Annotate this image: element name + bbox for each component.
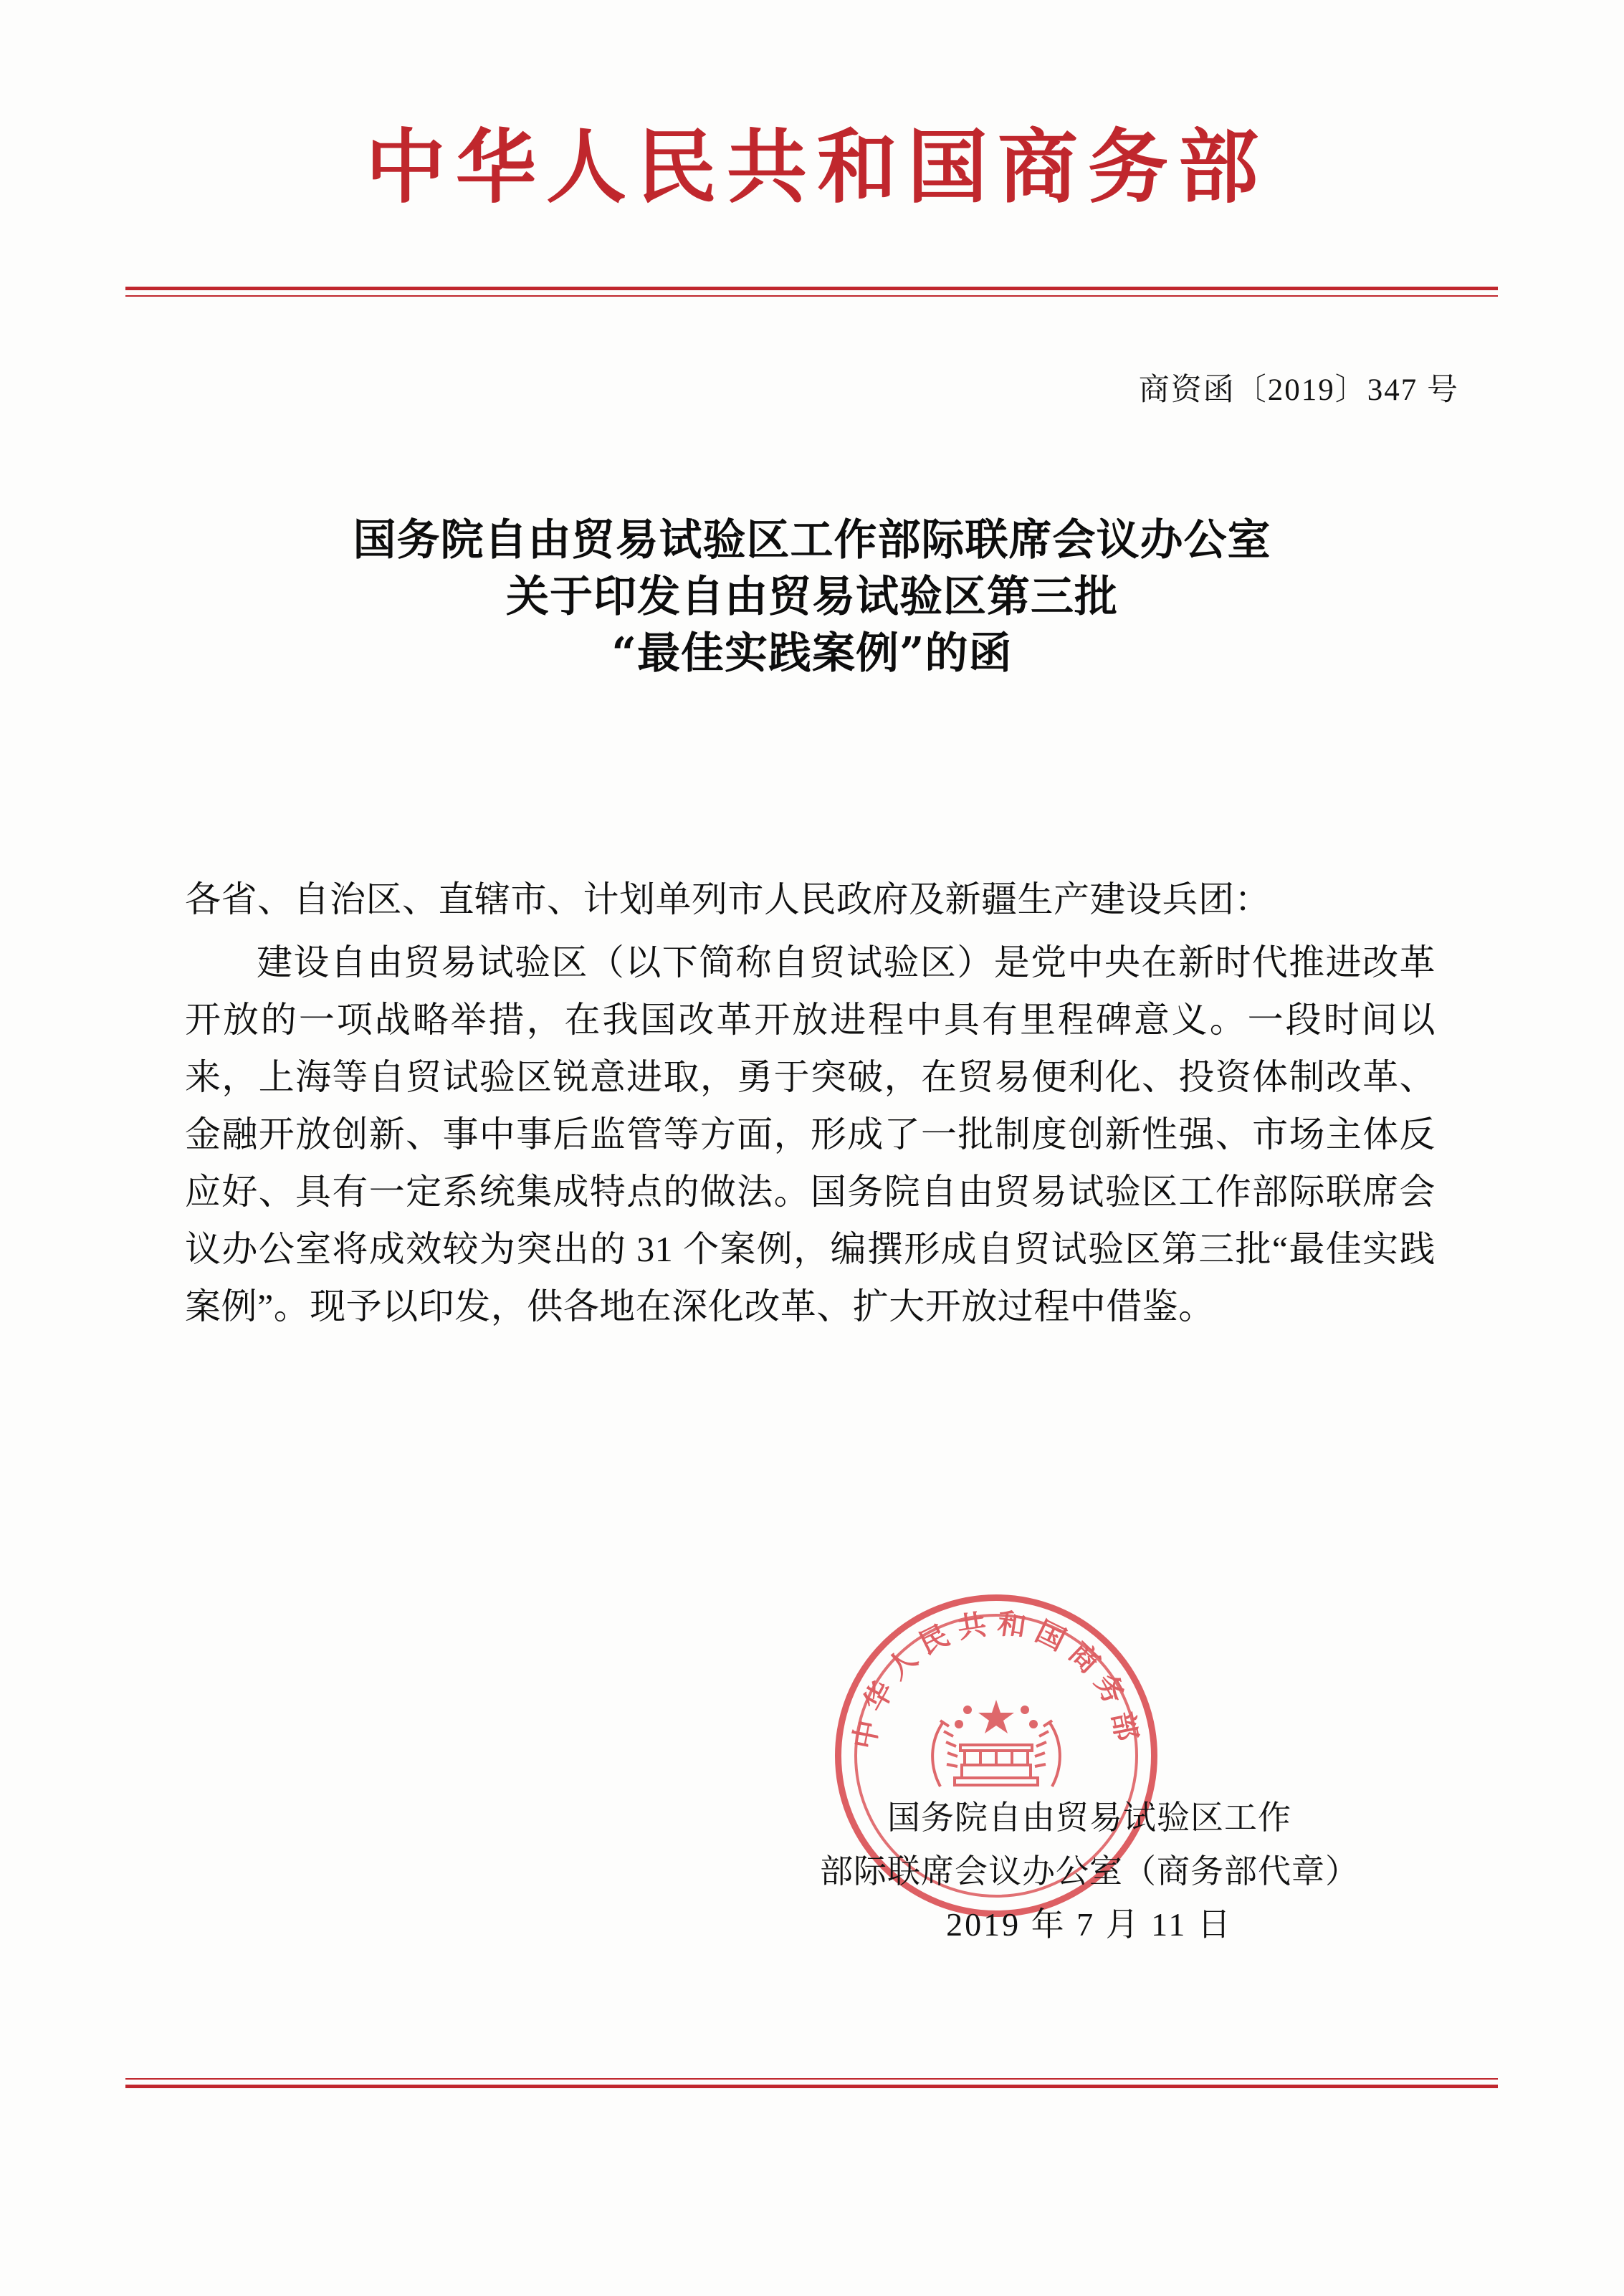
signature-line-2: 部际联席会议办公室（商务部代章）	[820, 1852, 1359, 1890]
footer-rule	[125, 2078, 1498, 2088]
page-title	[0, 512, 1624, 683]
title-line-3: “最佳实践案例”的函	[611, 628, 1013, 679]
header-rule	[125, 287, 1498, 297]
footer-rule-thick	[125, 2085, 1498, 2088]
svg-text:中华人民共和国商务部: 中华人民共和国商务部	[846, 1606, 1146, 1752]
header-rule-thick	[125, 287, 1498, 290]
signature-block	[731, 1792, 1448, 1952]
footer-rule-thin	[125, 2078, 1498, 2080]
document-number: 商资函〔2019〕347 号	[1138, 373, 1459, 407]
title-line-1: 国务院自由贸易试验区工作部际联席会议办公室	[353, 515, 1271, 565]
title-line-2: 关于印发自由贸易试验区第三批	[506, 572, 1118, 623]
body-paragraph-1: 建设自由贸易试验区（以下简称自贸试验区）是党中央在新时代推进改革开放的一项战略举措，在我国改革开放进程中具有里程碑意义。一段时间以来，上海等自贸试验区锐意进取，勇于突破，在贸易便利化、投资体制改革、金融开放创新、事中事后监管等方面，形成了一批制度创新性强、市场主体反应好、具有一定系统集成特点的做法。国务院自由贸易试验区工作部际联席会议办公室将成效较为突出的 31 个案例，编撰形成自贸试验区第三批“最佳实践案例”。现予以印发，供各地在深化改革、扩大开放过程中借鉴。	[185, 942, 1436, 1326]
header-rule-thin	[125, 295, 1498, 297]
letterhead	[0, 122, 1624, 214]
signature-line-1: 国务院自由贸易试验区工作	[887, 1799, 1291, 1836]
ministry-title: 中华人民共和国商务部	[366, 120, 1269, 214]
signature-date: 2019 年 7 月 11 日	[946, 1906, 1233, 1943]
salutation: 各省、自治区、直辖市、计划单列市人民政府及新疆生产建设兵团：	[185, 879, 1271, 919]
document-body	[185, 871, 1436, 1335]
